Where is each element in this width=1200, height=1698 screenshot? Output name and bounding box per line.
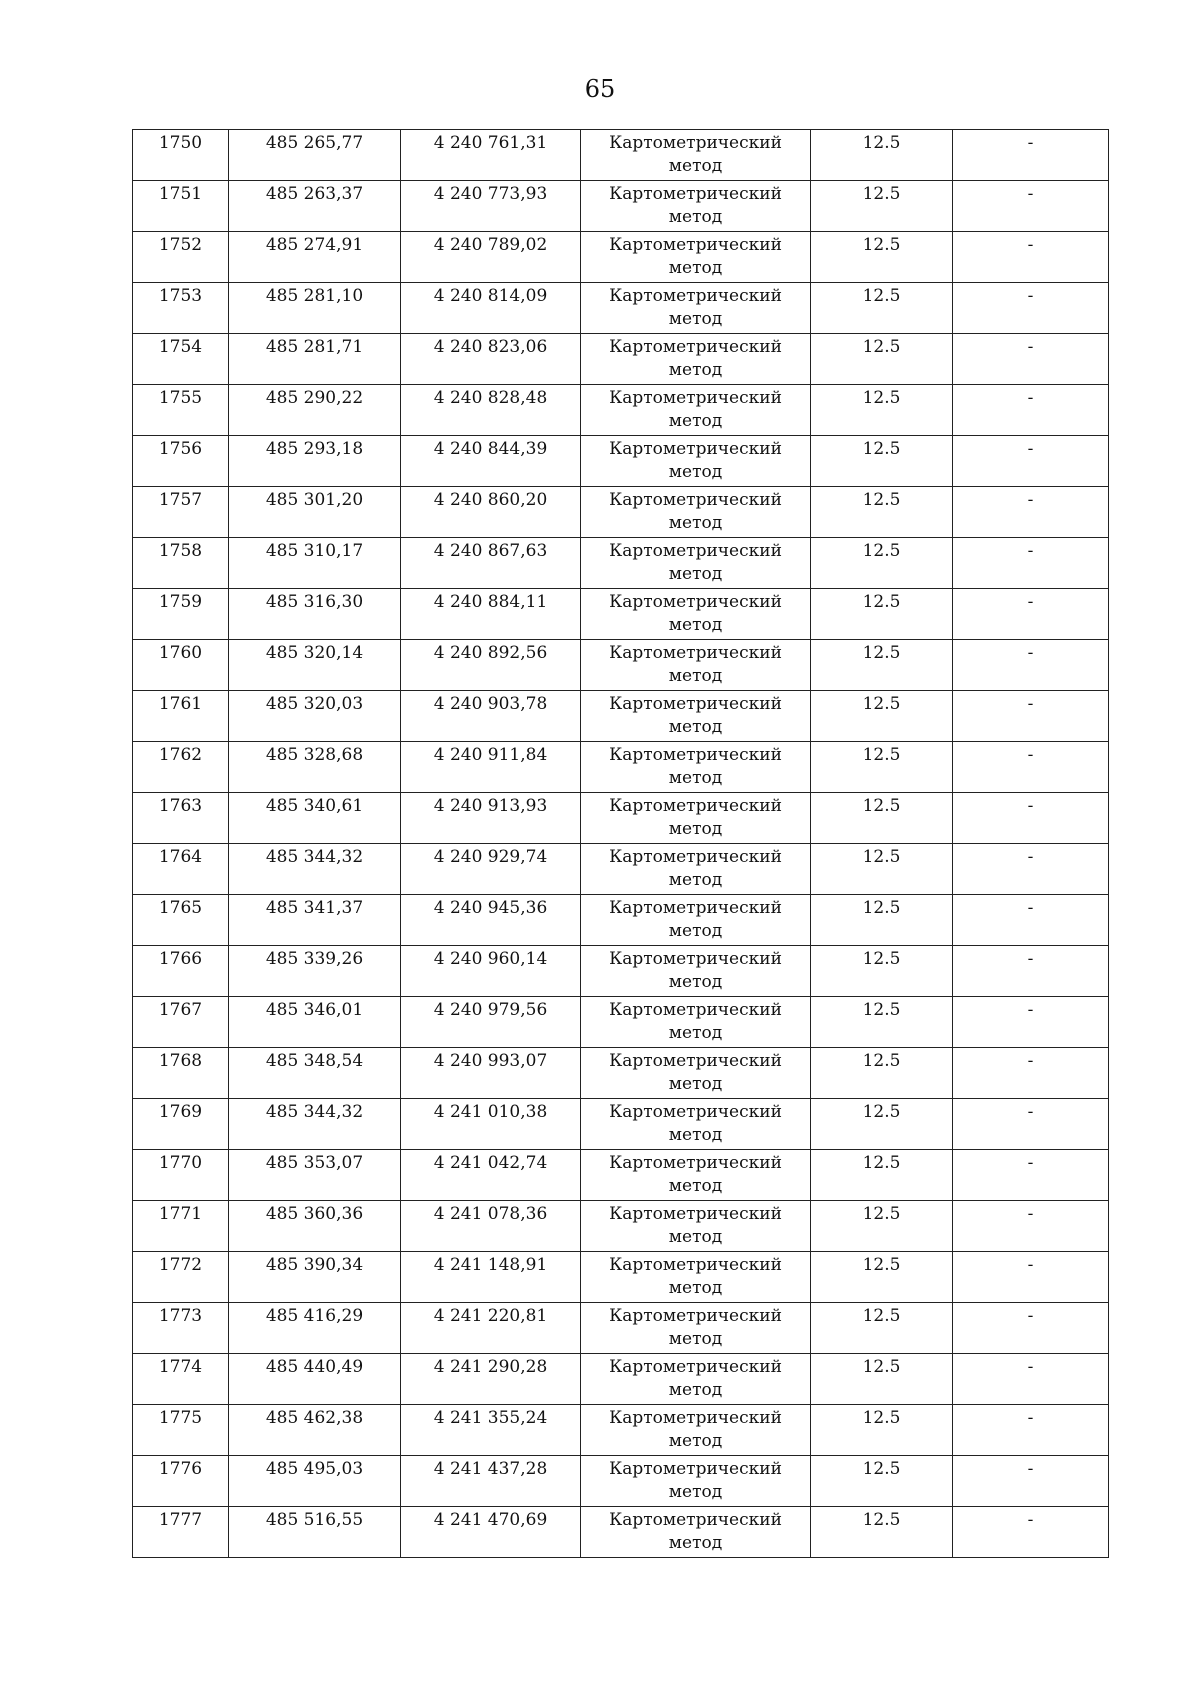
description-cell: -	[953, 997, 1109, 1048]
method-line-2: метод	[668, 258, 723, 278]
x-coordinate-cell: 485 328,68	[229, 742, 401, 793]
accuracy-cell: 12.5	[811, 283, 953, 334]
point-number-cell: 1752	[133, 232, 229, 283]
method-line-2: метод	[668, 564, 723, 584]
description-cell: -	[953, 691, 1109, 742]
description-cell: -	[953, 487, 1109, 538]
point-number-cell: 1764	[133, 844, 229, 895]
description-cell: -	[953, 1150, 1109, 1201]
point-number-cell: 1756	[133, 436, 229, 487]
method-cell	[581, 1405, 811, 1456]
description-cell: -	[953, 385, 1109, 436]
point-number-cell: 1762	[133, 742, 229, 793]
description-cell: -	[953, 1354, 1109, 1405]
accuracy-cell: 12.5	[811, 1405, 953, 1456]
x-coordinate-cell: 485 416,29	[229, 1303, 401, 1354]
method-line-2: метод	[668, 1125, 723, 1145]
table-row	[133, 385, 1109, 436]
point-number-cell: 1771	[133, 1201, 229, 1252]
method-line-1: Картометрический	[609, 1357, 782, 1377]
method-cell	[581, 640, 811, 691]
accuracy-cell: 12.5	[811, 997, 953, 1048]
method-cell	[581, 436, 811, 487]
x-coordinate-cell: 485 274,91	[229, 232, 401, 283]
x-coordinate-cell: 485 495,03	[229, 1456, 401, 1507]
x-coordinate-cell: 485 348,54	[229, 1048, 401, 1099]
y-coordinate-cell: 4 240 993,07	[401, 1048, 581, 1099]
y-coordinate-cell: 4 240 911,84	[401, 742, 581, 793]
point-number-cell: 1777	[133, 1507, 229, 1558]
description-cell: -	[953, 1456, 1109, 1507]
point-number-cell: 1770	[133, 1150, 229, 1201]
method-line-1: Картометрический	[609, 1153, 782, 1173]
method-cell	[581, 1456, 811, 1507]
method-line-2: метод	[668, 462, 723, 482]
table-row	[133, 844, 1109, 895]
method-line-2: метод	[668, 972, 723, 992]
y-coordinate-cell: 4 240 773,93	[401, 181, 581, 232]
method-line-1: Картометрический	[609, 490, 782, 510]
x-coordinate-cell: 485 320,14	[229, 640, 401, 691]
method-line-1: Картометрический	[609, 1051, 782, 1071]
point-number-cell: 1761	[133, 691, 229, 742]
method-cell	[581, 1201, 811, 1252]
x-coordinate-cell: 485 263,37	[229, 181, 401, 232]
y-coordinate-cell: 4 240 929,74	[401, 844, 581, 895]
table-row	[133, 589, 1109, 640]
description-cell: -	[953, 334, 1109, 385]
description-cell: -	[953, 844, 1109, 895]
method-cell	[581, 1303, 811, 1354]
method-cell	[581, 895, 811, 946]
y-coordinate-cell: 4 240 945,36	[401, 895, 581, 946]
method-line-2: метод	[668, 1176, 723, 1196]
description-cell: -	[953, 130, 1109, 181]
accuracy-cell: 12.5	[811, 334, 953, 385]
accuracy-cell: 12.5	[811, 640, 953, 691]
method-cell	[581, 130, 811, 181]
x-coordinate-cell: 485 290,22	[229, 385, 401, 436]
accuracy-cell: 12.5	[811, 1150, 953, 1201]
method-line-1: Картометрический	[609, 337, 782, 357]
method-cell	[581, 1354, 811, 1405]
accuracy-cell: 12.5	[811, 589, 953, 640]
x-coordinate-cell: 485 340,61	[229, 793, 401, 844]
point-number-cell: 1765	[133, 895, 229, 946]
accuracy-cell: 12.5	[811, 538, 953, 589]
method-line-2: метод	[668, 1533, 723, 1553]
y-coordinate-cell: 4 240 823,06	[401, 334, 581, 385]
method-line-2: метод	[668, 1329, 723, 1349]
table-row	[133, 1201, 1109, 1252]
method-line-2: метод	[668, 1431, 723, 1451]
accuracy-cell: 12.5	[811, 1354, 953, 1405]
description-cell: -	[953, 1252, 1109, 1303]
method-line-2: метод	[668, 1482, 723, 1502]
method-line-2: метод	[668, 1278, 723, 1298]
accuracy-cell: 12.5	[811, 1456, 953, 1507]
y-coordinate-cell: 4 241 437,28	[401, 1456, 581, 1507]
accuracy-cell: 12.5	[811, 895, 953, 946]
method-cell	[581, 946, 811, 997]
table-row	[133, 1405, 1109, 1456]
x-coordinate-cell: 485 341,37	[229, 895, 401, 946]
y-coordinate-cell: 4 240 960,14	[401, 946, 581, 997]
y-coordinate-cell: 4 240 884,11	[401, 589, 581, 640]
description-cell: -	[953, 1303, 1109, 1354]
method-cell	[581, 997, 811, 1048]
table-body	[133, 130, 1109, 1558]
accuracy-cell: 12.5	[811, 130, 953, 181]
point-number-cell: 1760	[133, 640, 229, 691]
method-line-1: Картометрический	[609, 1459, 782, 1479]
table-row	[133, 181, 1109, 232]
method-line-1: Картометрический	[609, 1255, 782, 1275]
method-cell	[581, 334, 811, 385]
x-coordinate-cell: 485 344,32	[229, 844, 401, 895]
point-number-cell: 1767	[133, 997, 229, 1048]
y-coordinate-cell: 4 241 290,28	[401, 1354, 581, 1405]
method-line-2: метод	[668, 207, 723, 227]
method-line-2: метод	[668, 1074, 723, 1094]
method-line-2: метод	[668, 666, 723, 686]
point-number-cell: 1754	[133, 334, 229, 385]
y-coordinate-cell: 4 240 844,39	[401, 436, 581, 487]
table-row	[133, 538, 1109, 589]
accuracy-cell: 12.5	[811, 436, 953, 487]
point-number-cell: 1758	[133, 538, 229, 589]
y-coordinate-cell: 4 240 789,02	[401, 232, 581, 283]
table-row	[133, 1099, 1109, 1150]
accuracy-cell: 12.5	[811, 232, 953, 283]
description-cell: -	[953, 793, 1109, 844]
method-cell	[581, 691, 811, 742]
description-cell: -	[953, 232, 1109, 283]
method-line-2: метод	[668, 309, 723, 329]
table-row	[133, 1303, 1109, 1354]
method-cell	[581, 181, 811, 232]
accuracy-cell: 12.5	[811, 844, 953, 895]
method-line-2: метод	[668, 513, 723, 533]
point-number-cell: 1753	[133, 283, 229, 334]
x-coordinate-cell: 485 281,71	[229, 334, 401, 385]
table-row	[133, 997, 1109, 1048]
x-coordinate-cell: 485 320,03	[229, 691, 401, 742]
method-cell	[581, 1252, 811, 1303]
x-coordinate-cell: 485 440,49	[229, 1354, 401, 1405]
method-cell	[581, 742, 811, 793]
method-line-1: Картометрический	[609, 1000, 782, 1020]
description-cell: -	[953, 742, 1109, 793]
table-row	[133, 1252, 1109, 1303]
description-cell: -	[953, 436, 1109, 487]
method-line-1: Картометрический	[609, 388, 782, 408]
y-coordinate-cell: 4 241 470,69	[401, 1507, 581, 1558]
description-cell: -	[953, 589, 1109, 640]
method-cell	[581, 844, 811, 895]
description-cell: -	[953, 1405, 1109, 1456]
method-line-2: метод	[668, 921, 723, 941]
table-row	[133, 1456, 1109, 1507]
y-coordinate-cell: 4 241 355,24	[401, 1405, 581, 1456]
description-cell: -	[953, 640, 1109, 691]
point-number-cell: 1757	[133, 487, 229, 538]
x-coordinate-cell: 485 346,01	[229, 997, 401, 1048]
method-line-1: Картометрический	[609, 745, 782, 765]
method-line-1: Картометрический	[609, 796, 782, 816]
point-number-cell: 1776	[133, 1456, 229, 1507]
method-line-2: метод	[668, 156, 723, 176]
point-number-cell: 1773	[133, 1303, 229, 1354]
table-row	[133, 232, 1109, 283]
method-line-2: метод	[668, 360, 723, 380]
method-line-2: метод	[668, 1380, 723, 1400]
x-coordinate-cell: 485 339,26	[229, 946, 401, 997]
method-line-1: Картометрический	[609, 541, 782, 561]
point-number-cell: 1775	[133, 1405, 229, 1456]
description-cell: -	[953, 1201, 1109, 1252]
y-coordinate-cell: 4 240 814,09	[401, 283, 581, 334]
table-row	[133, 742, 1109, 793]
accuracy-cell: 12.5	[811, 793, 953, 844]
table-row	[133, 436, 1109, 487]
point-number-cell: 1759	[133, 589, 229, 640]
point-number-cell: 1766	[133, 946, 229, 997]
point-number-cell: 1772	[133, 1252, 229, 1303]
description-cell: -	[953, 538, 1109, 589]
y-coordinate-cell: 4 241 220,81	[401, 1303, 581, 1354]
description-cell: -	[953, 283, 1109, 334]
description-cell: -	[953, 1048, 1109, 1099]
y-coordinate-cell: 4 240 913,93	[401, 793, 581, 844]
table-row	[133, 334, 1109, 385]
method-line-2: метод	[668, 870, 723, 890]
method-cell	[581, 385, 811, 436]
accuracy-cell: 12.5	[811, 487, 953, 538]
table-row	[133, 1150, 1109, 1201]
method-line-1: Картометрический	[609, 235, 782, 255]
table-row	[133, 130, 1109, 181]
method-line-1: Картометрический	[609, 184, 782, 204]
point-number-cell: 1769	[133, 1099, 229, 1150]
table-row	[133, 691, 1109, 742]
method-cell	[581, 1099, 811, 1150]
method-line-1: Картометрический	[609, 1408, 782, 1428]
description-cell: -	[953, 895, 1109, 946]
description-cell: -	[953, 1507, 1109, 1558]
x-coordinate-cell: 485 390,34	[229, 1252, 401, 1303]
accuracy-cell: 12.5	[811, 742, 953, 793]
table-row	[133, 283, 1109, 334]
point-number-cell: 1750	[133, 130, 229, 181]
method-cell	[581, 283, 811, 334]
accuracy-cell: 12.5	[811, 385, 953, 436]
method-line-1: Картометрический	[609, 694, 782, 714]
x-coordinate-cell: 485 516,55	[229, 1507, 401, 1558]
method-cell	[581, 1507, 811, 1558]
x-coordinate-cell: 485 293,18	[229, 436, 401, 487]
y-coordinate-cell: 4 240 867,63	[401, 538, 581, 589]
method-cell	[581, 1150, 811, 1201]
coordinates-table	[132, 129, 1109, 1558]
point-number-cell: 1768	[133, 1048, 229, 1099]
description-cell: -	[953, 181, 1109, 232]
method-line-1: Картометрический	[609, 643, 782, 663]
point-number-cell: 1751	[133, 181, 229, 232]
y-coordinate-cell: 4 241 078,36	[401, 1201, 581, 1252]
method-line-2: метод	[668, 615, 723, 635]
method-line-2: метод	[668, 1023, 723, 1043]
description-cell: -	[953, 946, 1109, 997]
method-line-1: Картометрический	[609, 133, 782, 153]
x-coordinate-cell: 485 344,32	[229, 1099, 401, 1150]
method-line-1: Картометрический	[609, 592, 782, 612]
description-cell: -	[953, 1099, 1109, 1150]
table-row	[133, 793, 1109, 844]
table-row	[133, 1354, 1109, 1405]
y-coordinate-cell: 4 241 010,38	[401, 1099, 581, 1150]
accuracy-cell: 12.5	[811, 691, 953, 742]
y-coordinate-cell: 4 240 979,56	[401, 997, 581, 1048]
x-coordinate-cell: 485 360,36	[229, 1201, 401, 1252]
method-line-2: метод	[668, 1227, 723, 1247]
y-coordinate-cell: 4 240 761,31	[401, 130, 581, 181]
point-number-cell: 1774	[133, 1354, 229, 1405]
accuracy-cell: 12.5	[811, 1252, 953, 1303]
x-coordinate-cell: 485 265,77	[229, 130, 401, 181]
y-coordinate-cell: 4 241 148,91	[401, 1252, 581, 1303]
y-coordinate-cell: 4 240 860,20	[401, 487, 581, 538]
method-line-2: метод	[668, 768, 723, 788]
table-row	[133, 895, 1109, 946]
accuracy-cell: 12.5	[811, 181, 953, 232]
page-number: 65	[584, 75, 616, 103]
y-coordinate-cell: 4 240 892,56	[401, 640, 581, 691]
table-row	[133, 640, 1109, 691]
x-coordinate-cell: 485 353,07	[229, 1150, 401, 1201]
accuracy-cell: 12.5	[811, 1201, 953, 1252]
y-coordinate-cell: 4 241 042,74	[401, 1150, 581, 1201]
method-cell	[581, 1048, 811, 1099]
x-coordinate-cell: 485 301,20	[229, 487, 401, 538]
method-line-1: Картометрический	[609, 1102, 782, 1122]
accuracy-cell: 12.5	[811, 1303, 953, 1354]
method-line-1: Картометрический	[609, 847, 782, 867]
method-line-1: Картометрический	[609, 1510, 782, 1530]
method-line-1: Картометрический	[609, 439, 782, 459]
table-row	[133, 487, 1109, 538]
method-line-2: метод	[668, 717, 723, 737]
method-line-1: Картометрический	[609, 898, 782, 918]
x-coordinate-cell: 485 310,17	[229, 538, 401, 589]
y-coordinate-cell: 4 240 828,48	[401, 385, 581, 436]
method-line-1: Картометрический	[609, 1204, 782, 1224]
accuracy-cell: 12.5	[811, 1099, 953, 1150]
method-cell	[581, 232, 811, 283]
point-number-cell: 1755	[133, 385, 229, 436]
table-row	[133, 946, 1109, 997]
method-line-1: Картометрический	[609, 1306, 782, 1326]
method-cell	[581, 793, 811, 844]
method-line-2: метод	[668, 411, 723, 431]
accuracy-cell: 12.5	[811, 1048, 953, 1099]
method-cell	[581, 589, 811, 640]
accuracy-cell: 12.5	[811, 1507, 953, 1558]
method-line-1: Картометрический	[609, 949, 782, 969]
y-coordinate-cell: 4 240 903,78	[401, 691, 581, 742]
accuracy-cell: 12.5	[811, 946, 953, 997]
point-number-cell: 1763	[133, 793, 229, 844]
table-row	[133, 1048, 1109, 1099]
x-coordinate-cell: 485 462,38	[229, 1405, 401, 1456]
method-line-1: Картометрический	[609, 286, 782, 306]
method-cell	[581, 538, 811, 589]
x-coordinate-cell: 485 281,10	[229, 283, 401, 334]
method-cell	[581, 487, 811, 538]
method-line-2: метод	[668, 819, 723, 839]
table-row	[133, 1507, 1109, 1558]
x-coordinate-cell: 485 316,30	[229, 589, 401, 640]
